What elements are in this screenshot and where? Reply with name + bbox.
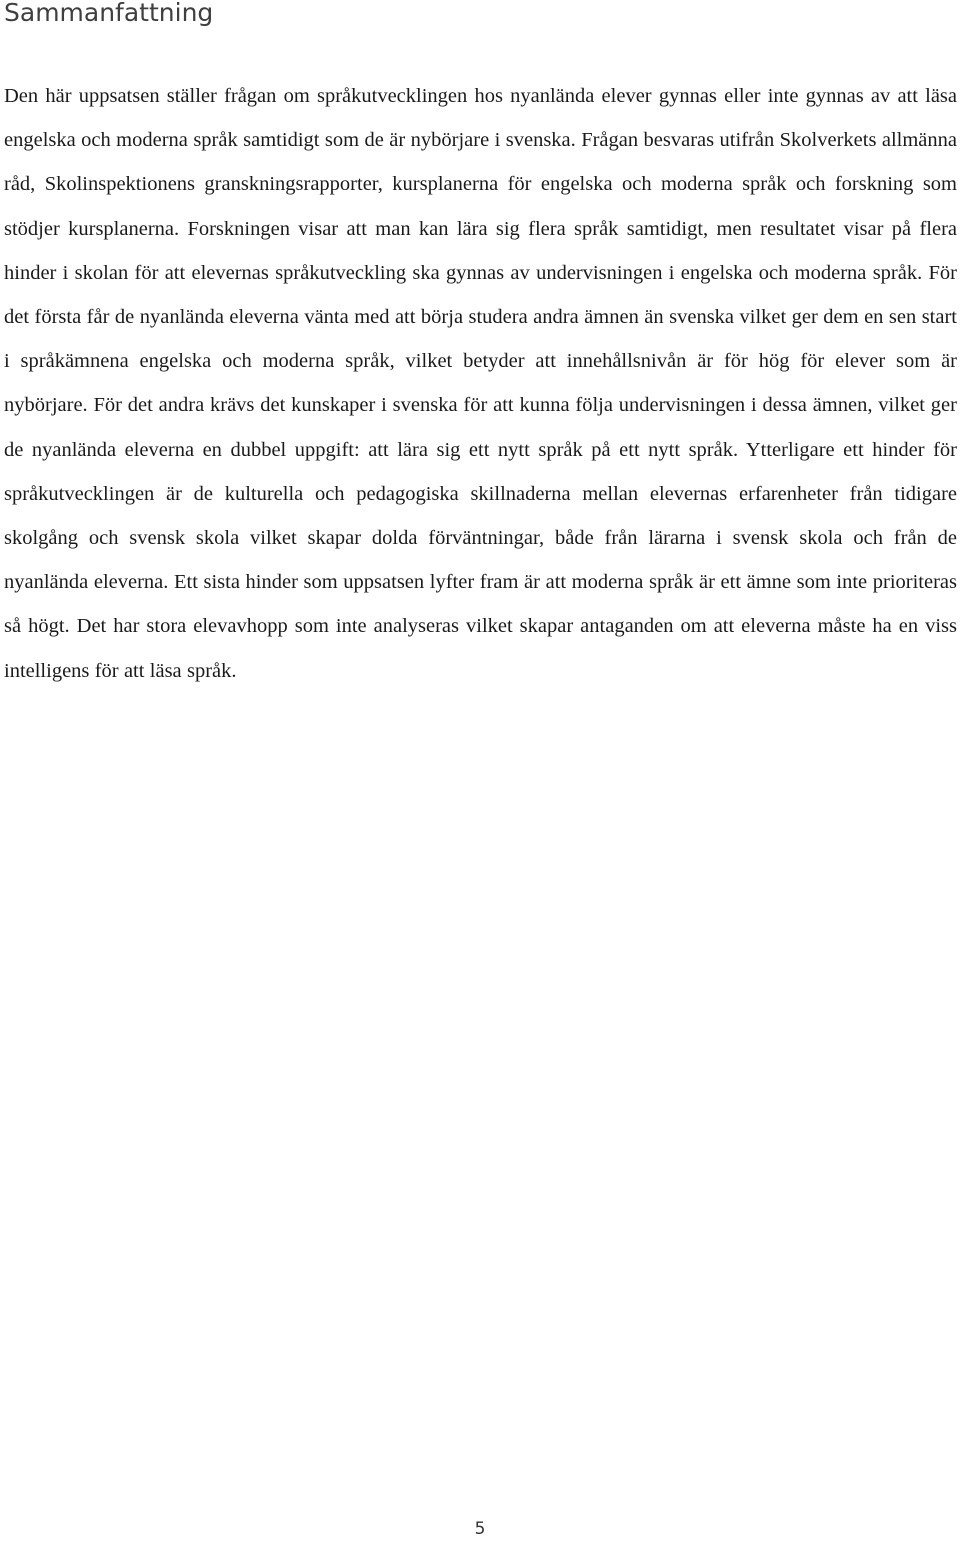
- page-title: Sammanfattning: [4, 0, 214, 27]
- abstract-paragraph: Den här uppsatsen ställer frågan om språkutvecklingen hos nyanlända elever gynnas eller inte gynnas av att läsa engelska och moderna språk samtidigt som de är nybörjare i svenska. Frågan besvaras utifrån Skolverkets allmänna råd, Skolinspektionens granskningsrapporter, kursplanerna för engelska och moderna språk och forskning som stödjer kursplanerna. Forskningen visar att man kan lära sig flera språk samtidigt, men resultatet visar på flera hinder i skolan för att elevernas språkutveckling ska gynnas av undervisningen i engelska och moderna språk. För det första får de nyanlända eleverna vänta med att börja studera andra ämnen än svenska vilket ger dem en sen start i språkämnena engelska och moderna språk, vilket betyder att innehållsnivån är för hög för elever som är nybörjare. För det andra krävs det kunskaper i svenska för att kunna följa undervisningen i dessa ämnen, vilket ger de nyanlända eleverna en dubbel uppgift: att lära sig ett nytt språk på ett nytt språk. Ytterligare ett hinder för språkutvecklingen är de kulturella och pedagogiska skillnaderna mellan elevernas erfarenheter från tidigare skolgång och svensk skola vilket skapar dolda förväntningar, både från lärarna i svensk skola och från de nyanlända eleverna. Ett sista hinder som uppsatsen lyfter fram är att moderna språk är ett ämne som inte prioriteras så högt. Det har stora elevavhopp som inte analyseras vilket skapar antaganden om att eleverna måste ha en viss intelligens för att läsa språk.: [4, 85, 957, 682]
- page-number: 5: [474, 1519, 486, 1539]
